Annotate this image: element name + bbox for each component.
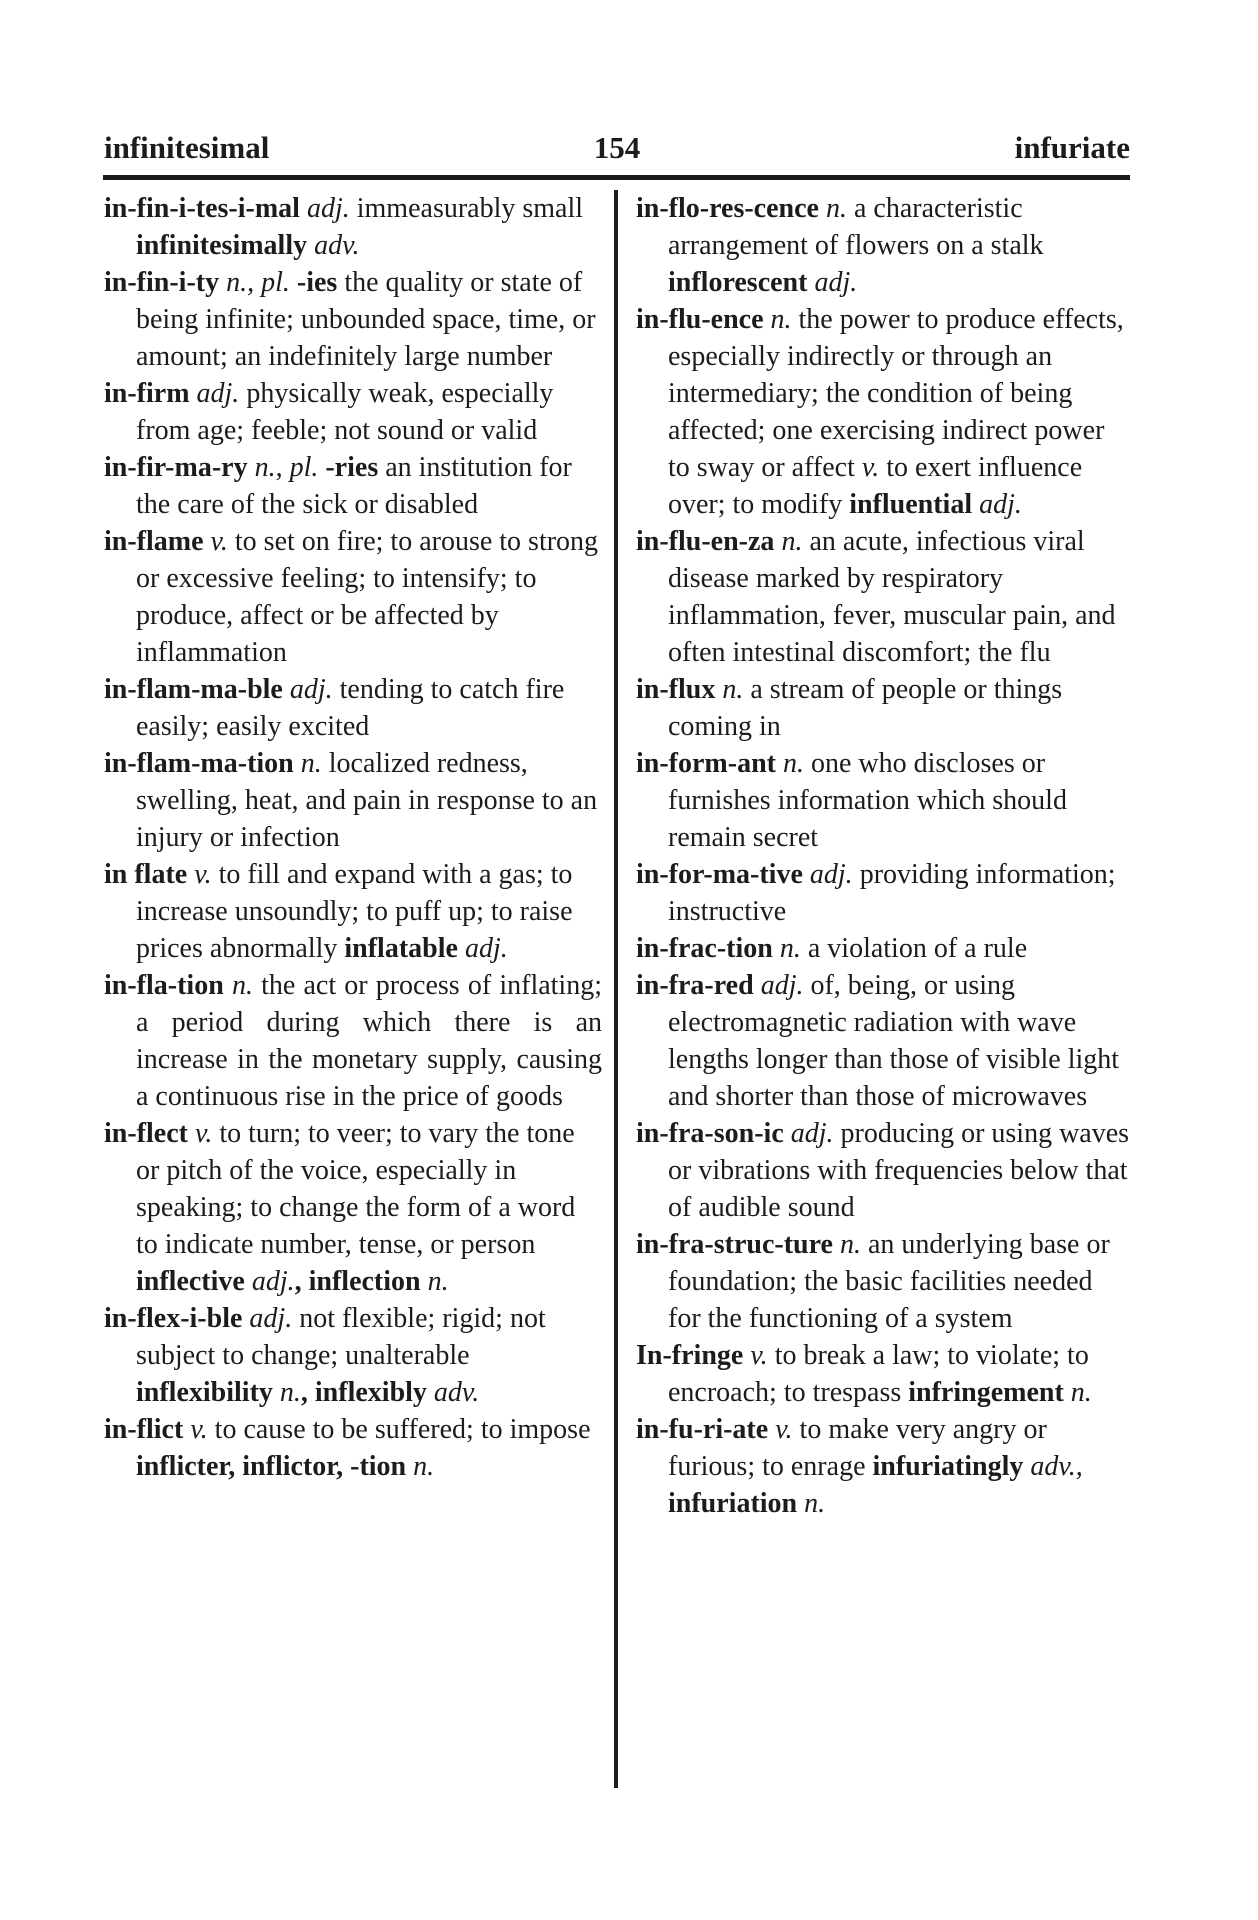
entry-headword-or-runon: in-fin-i-tes-i-mal <box>104 193 307 224</box>
header-rule <box>103 175 1130 180</box>
dictionary-entry <box>636 1411 1130 1522</box>
entry-headword-or-runon: in-fra-red <box>636 970 761 1001</box>
entry-headword-or-runon: -ries <box>325 452 379 483</box>
entry-headword-or-runon: infuriatingly <box>872 1451 1031 1482</box>
entry-headword-or-runon: in-flict <box>104 1414 191 1445</box>
guide-word-left: infinitesimal <box>104 130 270 165</box>
dictionary-entry <box>636 1226 1130 1337</box>
entry-headword-or-runon: , inflexibly <box>300 1377 434 1408</box>
entry-headword-or-runon: infuriation <box>668 1488 805 1519</box>
entry-headword-or-runon: in-flux <box>636 674 723 705</box>
entry-definition-text: a stream of people or things coming in <box>668 674 1063 742</box>
entry-headword-or-runon: in-fra-struc-ture <box>636 1229 840 1260</box>
entry-headword-or-runon: in-form-ant <box>636 748 783 779</box>
entry-definition-text: to break a law; to violate; to encroach; to trespass <box>668 1340 1089 1408</box>
entry-definition-text <box>290 267 297 298</box>
entry-definition-text: the act or process of inflating; a period during which there is an increase in the monetary supply, causing a continuous rise in the price of goods <box>136 970 602 1112</box>
entry-definition-text: to exert influence over; to modify <box>668 452 1083 520</box>
entry-definition-text: to fill and expand with a gas; to increase unsoundly; to puff up; to raise prices abnormally <box>136 859 573 964</box>
entry-headword-or-runon: in-fra-son-ic <box>636 1118 791 1149</box>
entry-pos-label: n. <box>804 1488 826 1519</box>
entry-definition-text: to cause to be suffered; to impose <box>207 1414 591 1445</box>
entry-definition-text: physically weak, especially from age; feeble; not sound or valid <box>136 378 554 446</box>
entry-definition-text: the power to produce effects, especially indirectly or through an intermediary; the condition of being affected; one exercising indirect power to sway or affect <box>668 304 1124 483</box>
entry-headword-or-runon: in-flex-i-ble <box>104 1303 250 1334</box>
entry-headword-or-runon: in-fin-i-ty <box>104 267 227 298</box>
entry-pos-label: adj. <box>464 933 508 964</box>
entry-headword-or-runon: in flate <box>104 859 195 890</box>
dictionary-entry <box>104 190 602 264</box>
dictionary-column-left <box>104 190 614 1485</box>
dictionary-entry <box>104 856 602 967</box>
guide-word-right: infuriate <box>1014 130 1130 165</box>
entry-definition-text: localized redness, swelling, heat, and pain in response to an injury or infection <box>136 748 598 853</box>
entry-headword-or-runon: in-fu-ri-ate <box>636 1414 776 1445</box>
dictionary-entry <box>104 449 602 523</box>
entry-definition-text: to make very angry or furious; to enrage <box>668 1414 1047 1482</box>
entry-pos-label: adj. <box>251 1266 295 1297</box>
dictionary-entry <box>636 856 1130 930</box>
dictionary-entry <box>104 264 602 375</box>
entry-headword-or-runon: in-fla-tion <box>104 970 232 1001</box>
entry-headword-or-runon: influential <box>849 489 980 520</box>
entry-pos-label: n. <box>1070 1377 1092 1408</box>
entry-pos-label: adj. <box>196 378 240 409</box>
dictionary-entry <box>636 967 1130 1115</box>
dictionary-entry <box>636 930 1130 967</box>
entry-pos-label: n. <box>722 674 744 705</box>
page-number: 154 <box>593 130 641 165</box>
entry-definition-text: a violation of a rule <box>800 933 1028 964</box>
entry-pos-label: v. <box>194 859 212 890</box>
entry-pos-label: n. <box>779 933 801 964</box>
entry-pos-label: n. <box>300 748 322 779</box>
entry-pos-label: adv. <box>433 1377 480 1408</box>
entry-pos-label: n. <box>782 748 804 779</box>
entry-pos-label: adj. <box>249 1303 293 1334</box>
entry-headword-or-runon: inflective <box>136 1266 252 1297</box>
entry-definition-text: immeasurably small <box>349 193 584 224</box>
entry-pos-label: n. <box>427 1266 449 1297</box>
entry-headword-or-runon: inflicter, inflictor, -tion <box>136 1451 414 1482</box>
entry-definition-text: providing information; instructive <box>668 859 1116 927</box>
entry-pos-label: v. <box>194 1118 213 1149</box>
entry-pos-label: n., pl. <box>254 452 319 483</box>
entry-headword-or-runon: in-for-ma-tive <box>636 859 810 890</box>
entry-headword-or-runon: in-flect <box>104 1118 195 1149</box>
entry-pos-label: adj. <box>809 859 853 890</box>
dictionary-entry <box>636 523 1130 671</box>
entry-headword-or-runon: in-flo-res-cence <box>636 193 826 224</box>
dictionary-entry <box>104 671 602 745</box>
dictionary-entry <box>636 671 1130 745</box>
entry-headword-or-runon: in-firm <box>104 378 197 409</box>
entry-pos-label: v. <box>861 452 880 483</box>
dictionary-entry <box>104 1115 602 1300</box>
entry-pos-label: adj. <box>760 970 804 1001</box>
entry-definition-text: not flexible; rigid; not subject to change; unalterable <box>136 1303 546 1371</box>
entry-pos-label: v. <box>190 1414 208 1445</box>
dictionary-entry <box>636 301 1130 523</box>
entry-definition-text: to set on fire; to arouse to strong or excessive feeling; to intensify; to produce, affect or be affected by inflammation <box>136 526 599 668</box>
entry-pos-label: adj. <box>306 193 350 224</box>
entry-headword-or-runon: inflatable <box>344 933 465 964</box>
entry-headword-or-runon: in-flu-ence <box>636 304 771 335</box>
entry-headword-or-runon: infringement <box>908 1377 1071 1408</box>
entry-pos-label: adj. <box>790 1118 834 1149</box>
entry-pos-label: adj. <box>814 267 858 298</box>
dictionary-entry <box>104 1411 602 1485</box>
entry-pos-label: adj. <box>979 489 1022 520</box>
dictionary-entry <box>104 523 602 671</box>
entry-headword-or-runon: infinitesimally <box>136 230 315 261</box>
entry-headword-or-runon: inflorescent <box>668 267 815 298</box>
entry-definition-text: a characteristic arrangement of flowers on a stalk <box>668 193 1044 261</box>
entry-pos-label: v. <box>750 1340 768 1371</box>
dictionary-entry <box>636 190 1130 301</box>
entry-headword-or-runon: in-flam-ma-ble <box>104 674 290 705</box>
dictionary-entry <box>636 745 1130 856</box>
entry-definition-text: tending to catch fire easily; easily excited <box>136 674 565 742</box>
dictionary-column-right <box>618 190 1130 1522</box>
entry-headword-or-runon: in-frac-tion <box>636 933 780 964</box>
entry-pos-label: n. <box>825 193 847 224</box>
entry-pos-label: n. <box>279 1377 301 1408</box>
entry-pos-label: n. <box>413 1451 435 1482</box>
dictionary-entry <box>104 967 602 1115</box>
entry-definition-text: an acute, infectious viral disease marked by respiratory inflammation, fever, muscular pain, and often intestinal discomfort; the flu <box>668 526 1116 668</box>
entry-headword-or-runon: in-flame <box>104 526 211 557</box>
entry-pos-label: adv., <box>1030 1451 1083 1482</box>
dictionary-entry <box>104 745 602 856</box>
entry-pos-label: n. <box>839 1229 861 1260</box>
entry-definition-text: producing or using waves or vibrations with frequencies below that of audible sound <box>668 1118 1130 1223</box>
entry-pos-label: n. <box>781 526 803 557</box>
entry-headword-or-runon: in-flam-ma-tion <box>104 748 301 779</box>
entry-pos-label: adv. <box>314 230 360 261</box>
entry-definition-text: the quality or state of being infinite; unbounded space, time, or amount; an indefinitely large number <box>136 267 596 372</box>
entry-definition-text: to turn; to veer; to vary the tone or pitch of the voice, especially in speaking; to change the form of a word to indicate number, tense, or person <box>136 1118 576 1260</box>
entry-headword-or-runon: in-flu-en-za <box>636 526 782 557</box>
entry-headword-or-runon: In-fringe <box>636 1340 751 1371</box>
dictionary-entry <box>104 1300 602 1411</box>
entry-pos-label: n. <box>231 970 253 1001</box>
entry-headword-or-runon: in-fir-ma-ry <box>104 452 255 483</box>
entry-pos-label: n., pl. <box>226 267 290 298</box>
page-header <box>104 126 1130 170</box>
dictionary-entry <box>636 1337 1130 1411</box>
dictionary-entry <box>636 1115 1130 1226</box>
entry-headword-or-runon: , inflection <box>294 1266 428 1297</box>
entry-pos-label: v. <box>210 526 228 557</box>
entry-pos-label: v. <box>775 1414 793 1445</box>
entry-pos-label: adj. <box>289 674 333 705</box>
entry-pos-label: n. <box>770 304 792 335</box>
entry-definition-text: an underlying base or foundation; the basic facilities needed for the functioning of a system <box>668 1229 1110 1334</box>
entry-headword-or-runon: -ies <box>296 267 338 298</box>
entry-definition-text: of, being, or using electromagnetic radiation with wave lengths longer than those of visible light and shorter than those of microwaves <box>668 970 1120 1112</box>
dictionary-body <box>104 190 1130 1788</box>
entry-headword-or-runon: inflexibility <box>136 1377 280 1408</box>
entry-definition-text: an institution for the care of the sick or disabled <box>136 452 572 520</box>
entry-definition-text: one who discloses or furnishes information which should remain secret <box>668 748 1067 853</box>
dictionary-entry <box>104 375 602 449</box>
